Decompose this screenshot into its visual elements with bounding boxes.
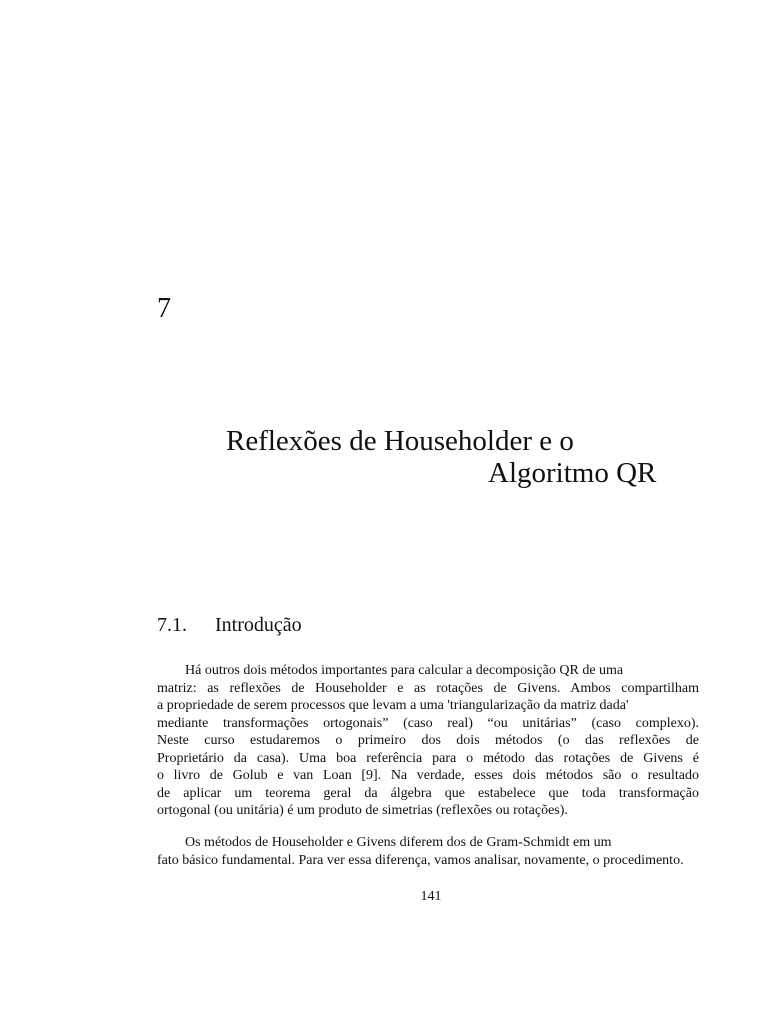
paragraph-line: ortogonal (ou unitária) é um produto de simetrias (reflexões ou rotações). <box>157 803 568 818</box>
chapter-title-line-1: Reflexões de Householder e o <box>226 425 574 457</box>
paragraph-line: matriz: as reflexões de Householder e as rotações de Givens. Ambos compartilham <box>157 680 699 696</box>
paragraph-line: a propriedade de serem processos que levam a uma 'triangularização da matriz dada' <box>157 698 629 713</box>
chapter-number: 7 <box>157 293 171 324</box>
paragraph-line: o livro de Golub e van Loan [9]. Na verdade, esses dois métodos são o resultado <box>157 768 699 783</box>
paragraph-2 <box>157 834 699 869</box>
page-number: 141 <box>420 889 442 904</box>
section-number: 7.1. <box>157 614 187 636</box>
paragraph-1 <box>157 662 699 820</box>
chapter-title-line-2: Algoritmo QR <box>488 457 657 489</box>
paragraph-line: Os métodos de Householder e Givens diferem dos de Gram-Schmidt em um <box>185 835 612 850</box>
section-title: Introdução <box>215 614 302 636</box>
paragraph-line: mediante transformações ortogonais” (caso real) “ou unitárias” (caso complexo). <box>157 715 699 731</box>
paragraph-line: Há outros dois métodos importantes para calcular a decomposição QR de uma <box>185 663 624 678</box>
paragraph-line: Proprietário da casa). Uma boa referência para o método das rotações de Givens é <box>157 750 699 766</box>
paragraph-line: fato básico fundamental. Para ver essa diferença, vamos analisar, novamente, o procedimento. <box>157 852 684 868</box>
paragraph-line: de aplicar um teorema geral da álgebra que estabelece que toda transformação <box>157 785 699 801</box>
paragraph-line: Neste curso estudaremos o primeiro dos dois métodos (o das reflexões de <box>157 733 699 748</box>
section-heading <box>157 612 302 638</box>
